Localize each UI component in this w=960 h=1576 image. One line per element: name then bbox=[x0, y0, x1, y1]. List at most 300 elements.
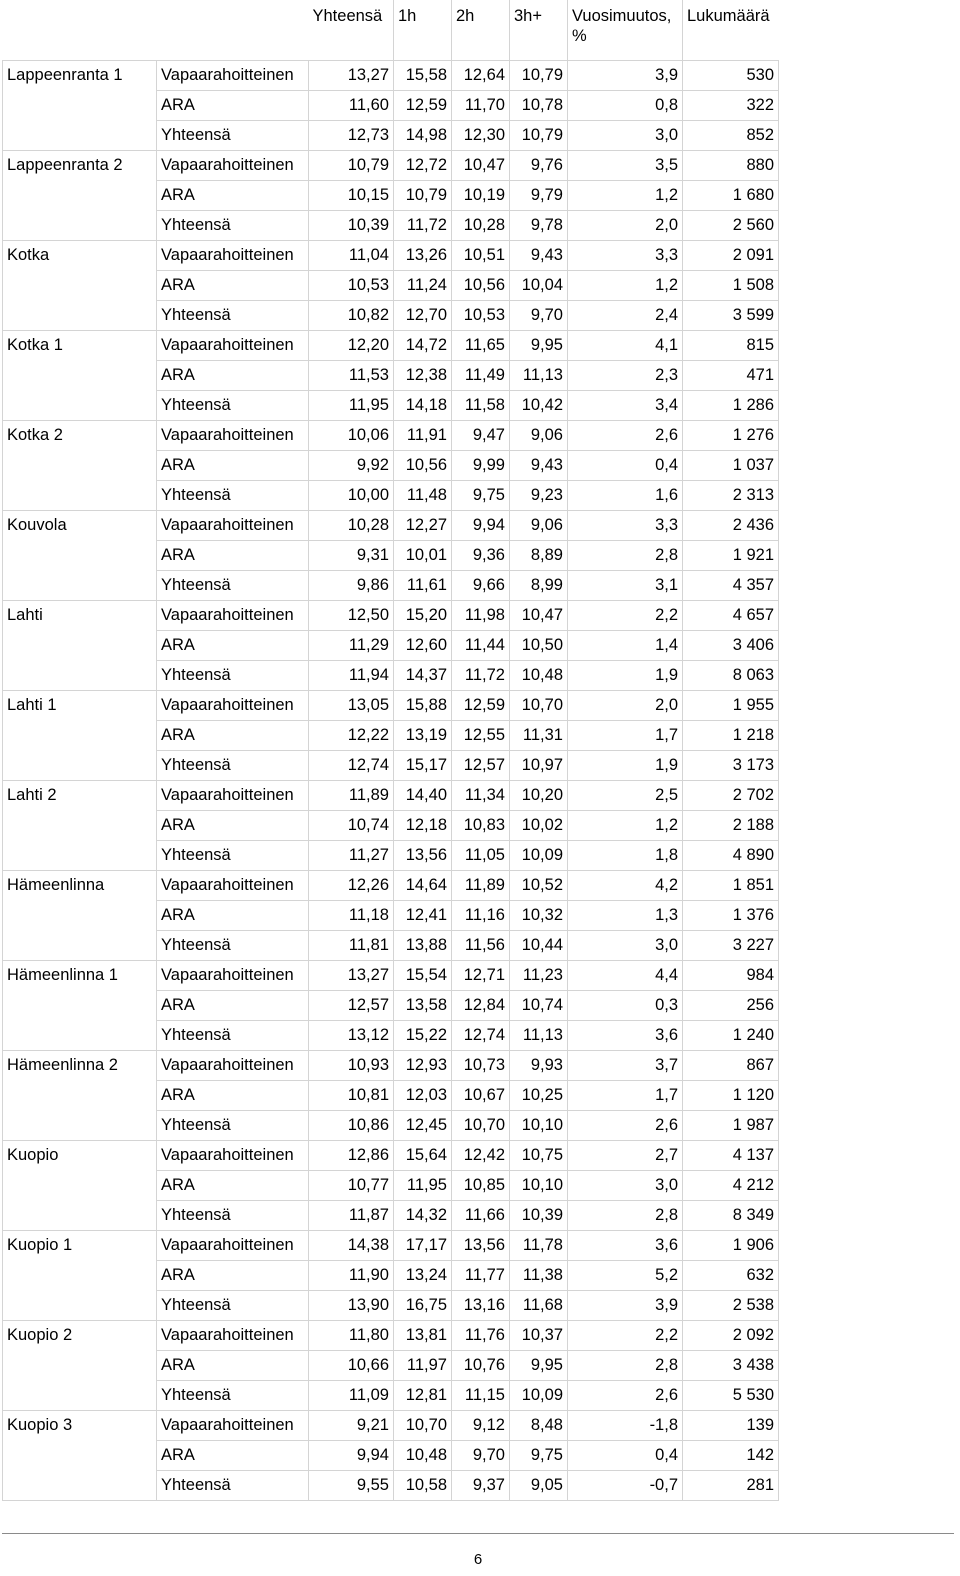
total-cell: 10,15 bbox=[309, 181, 394, 211]
3h-plus-cell: 10,97 bbox=[510, 751, 568, 781]
type-cell: Vapaarahoitteinen bbox=[157, 421, 309, 451]
3h-plus-cell: 10,52 bbox=[510, 871, 568, 901]
table-body bbox=[3, 61, 779, 1501]
annual-change-cell: 2,4 bbox=[568, 301, 683, 331]
total-cell: 11,60 bbox=[309, 91, 394, 121]
3h-plus-cell: 10,79 bbox=[510, 61, 568, 91]
count-cell: 4 357 bbox=[683, 571, 779, 601]
total-cell: 10,81 bbox=[309, 1081, 394, 1111]
count-cell: 8 349 bbox=[683, 1201, 779, 1231]
3h-plus-cell: 11,31 bbox=[510, 721, 568, 751]
count-cell: 4 212 bbox=[683, 1171, 779, 1201]
city-cell bbox=[3, 211, 157, 241]
1h-cell: 13,26 bbox=[394, 241, 452, 271]
3h-plus-cell: 9,75 bbox=[510, 1441, 568, 1471]
count-cell: 142 bbox=[683, 1441, 779, 1471]
1h-cell: 14,64 bbox=[394, 871, 452, 901]
count-cell: 3 173 bbox=[683, 751, 779, 781]
3h-plus-cell: 11,38 bbox=[510, 1261, 568, 1291]
type-cell: Yhteensä bbox=[157, 1201, 309, 1231]
annual-change-cell: -1,8 bbox=[568, 1411, 683, 1441]
annual-change-cell: 2,2 bbox=[568, 1321, 683, 1351]
type-cell: Vapaarahoitteinen bbox=[157, 1051, 309, 1081]
table-row bbox=[3, 571, 779, 601]
3h-plus-cell: 11,13 bbox=[510, 361, 568, 391]
table-row bbox=[3, 1201, 779, 1231]
3h-plus-cell: 10,78 bbox=[510, 91, 568, 121]
annual-change-cell: 2,0 bbox=[568, 211, 683, 241]
2h-cell: 10,47 bbox=[452, 151, 510, 181]
type-cell: Vapaarahoitteinen bbox=[157, 331, 309, 361]
annual-change-cell: -0,7 bbox=[568, 1471, 683, 1501]
annual-change-cell: 3,0 bbox=[568, 121, 683, 151]
city-cell bbox=[3, 811, 157, 841]
type-cell: ARA bbox=[157, 91, 309, 121]
total-cell: 10,53 bbox=[309, 271, 394, 301]
total-cell: 10,28 bbox=[309, 511, 394, 541]
count-cell: 3 227 bbox=[683, 931, 779, 961]
table-row bbox=[3, 91, 779, 121]
city-cell bbox=[3, 181, 157, 211]
total-cell: 11,53 bbox=[309, 361, 394, 391]
1h-cell: 10,56 bbox=[394, 451, 452, 481]
count-cell: 2 702 bbox=[683, 781, 779, 811]
2h-cell: 9,66 bbox=[452, 571, 510, 601]
2h-cell: 11,58 bbox=[452, 391, 510, 421]
type-cell: Yhteensä bbox=[157, 121, 309, 151]
total-cell: 11,80 bbox=[309, 1321, 394, 1351]
3h-plus-cell: 10,44 bbox=[510, 931, 568, 961]
1h-cell: 11,48 bbox=[394, 481, 452, 511]
count-cell: 1 508 bbox=[683, 271, 779, 301]
city-cell bbox=[3, 1201, 157, 1231]
table-row bbox=[3, 841, 779, 871]
type-cell: ARA bbox=[157, 1171, 309, 1201]
3h-plus-cell: 10,74 bbox=[510, 991, 568, 1021]
count-cell: 1 120 bbox=[683, 1081, 779, 1111]
total-cell: 12,20 bbox=[309, 331, 394, 361]
type-cell: ARA bbox=[157, 901, 309, 931]
city-cell bbox=[3, 1351, 157, 1381]
table-row bbox=[3, 1141, 779, 1171]
table-row bbox=[3, 1111, 779, 1141]
2h-cell: 10,85 bbox=[452, 1171, 510, 1201]
city-cell bbox=[3, 361, 157, 391]
annual-change-cell: 0,4 bbox=[568, 451, 683, 481]
1h-cell: 10,01 bbox=[394, 541, 452, 571]
city-cell bbox=[3, 841, 157, 871]
2h-cell: 10,53 bbox=[452, 301, 510, 331]
total-cell: 9,55 bbox=[309, 1471, 394, 1501]
1h-cell: 13,81 bbox=[394, 1321, 452, 1351]
2h-cell: 11,76 bbox=[452, 1321, 510, 1351]
3h-plus-cell: 9,43 bbox=[510, 451, 568, 481]
annual-change-cell: 3,3 bbox=[568, 511, 683, 541]
count-cell: 1 921 bbox=[683, 541, 779, 571]
city-cell bbox=[3, 91, 157, 121]
table-row bbox=[3, 451, 779, 481]
count-cell: 8 063 bbox=[683, 661, 779, 691]
3h-plus-cell: 10,79 bbox=[510, 121, 568, 151]
type-cell: ARA bbox=[157, 631, 309, 661]
count-cell: 2 436 bbox=[683, 511, 779, 541]
total-cell: 12,57 bbox=[309, 991, 394, 1021]
type-cell: Yhteensä bbox=[157, 931, 309, 961]
type-cell: ARA bbox=[157, 541, 309, 571]
city-cell bbox=[3, 301, 157, 331]
table-row bbox=[3, 181, 779, 211]
1h-cell: 12,38 bbox=[394, 361, 452, 391]
type-cell: Yhteensä bbox=[157, 841, 309, 871]
type-cell: Yhteensä bbox=[157, 1021, 309, 1051]
2h-cell: 10,73 bbox=[452, 1051, 510, 1081]
count-cell: 1 987 bbox=[683, 1111, 779, 1141]
total-cell: 13,12 bbox=[309, 1021, 394, 1051]
3h-plus-cell: 10,32 bbox=[510, 901, 568, 931]
1h-cell: 11,61 bbox=[394, 571, 452, 601]
table-row bbox=[3, 391, 779, 421]
table-row bbox=[3, 541, 779, 571]
3h-plus-cell: 9,06 bbox=[510, 421, 568, 451]
2h-cell: 9,99 bbox=[452, 451, 510, 481]
city-cell: Lahti bbox=[3, 601, 157, 631]
table-row bbox=[3, 1471, 779, 1501]
total-cell: 13,27 bbox=[309, 61, 394, 91]
2h-cell: 9,12 bbox=[452, 1411, 510, 1441]
3h-plus-cell: 10,02 bbox=[510, 811, 568, 841]
table-row bbox=[3, 1021, 779, 1051]
1h-cell: 12,70 bbox=[394, 301, 452, 331]
annual-change-cell: 1,8 bbox=[568, 841, 683, 871]
total-cell: 9,86 bbox=[309, 571, 394, 601]
total-cell: 10,39 bbox=[309, 211, 394, 241]
1h-cell: 10,79 bbox=[394, 181, 452, 211]
city-cell bbox=[3, 661, 157, 691]
3h-plus-cell: 10,37 bbox=[510, 1321, 568, 1351]
city-cell bbox=[3, 1021, 157, 1051]
1h-cell: 13,88 bbox=[394, 931, 452, 961]
total-cell: 13,27 bbox=[309, 961, 394, 991]
1h-cell: 12,93 bbox=[394, 1051, 452, 1081]
annual-change-cell: 3,5 bbox=[568, 151, 683, 181]
1h-cell: 14,40 bbox=[394, 781, 452, 811]
total-cell: 13,90 bbox=[309, 1291, 394, 1321]
table-row bbox=[3, 691, 779, 721]
count-cell: 1 240 bbox=[683, 1021, 779, 1051]
count-cell: 984 bbox=[683, 961, 779, 991]
table-row bbox=[3, 361, 779, 391]
count-cell: 1 955 bbox=[683, 691, 779, 721]
annual-change-cell: 2,6 bbox=[568, 421, 683, 451]
3h-plus-cell: 9,95 bbox=[510, 1351, 568, 1381]
3h-plus-cell: 9,95 bbox=[510, 331, 568, 361]
type-cell: Vapaarahoitteinen bbox=[157, 961, 309, 991]
type-cell: Vapaarahoitteinen bbox=[157, 781, 309, 811]
city-cell: Hämeenlinna 1 bbox=[3, 961, 157, 991]
table-row bbox=[3, 331, 779, 361]
1h-cell: 12,18 bbox=[394, 811, 452, 841]
annual-change-cell: 3,7 bbox=[568, 1051, 683, 1081]
city-cell bbox=[3, 751, 157, 781]
total-cell: 11,87 bbox=[309, 1201, 394, 1231]
count-cell: 2 092 bbox=[683, 1321, 779, 1351]
2h-cell: 11,72 bbox=[452, 661, 510, 691]
annual-change-cell: 0,3 bbox=[568, 991, 683, 1021]
count-cell: 1 037 bbox=[683, 451, 779, 481]
table-row bbox=[3, 901, 779, 931]
1h-cell: 11,91 bbox=[394, 421, 452, 451]
2h-cell: 11,05 bbox=[452, 841, 510, 871]
count-cell: 530 bbox=[683, 61, 779, 91]
2h-cell: 12,71 bbox=[452, 961, 510, 991]
3h-plus-cell: 11,13 bbox=[510, 1021, 568, 1051]
2h-cell: 12,84 bbox=[452, 991, 510, 1021]
total-cell: 11,81 bbox=[309, 931, 394, 961]
annual-change-cell: 1,9 bbox=[568, 661, 683, 691]
table-row bbox=[3, 421, 779, 451]
table-row bbox=[3, 871, 779, 901]
1h-cell: 10,48 bbox=[394, 1441, 452, 1471]
1h-cell: 15,64 bbox=[394, 1141, 452, 1171]
type-cell: Vapaarahoitteinen bbox=[157, 1411, 309, 1441]
city-cell: Kotka 1 bbox=[3, 331, 157, 361]
2h-cell: 9,94 bbox=[452, 511, 510, 541]
annual-change-cell: 1,6 bbox=[568, 481, 683, 511]
2h-cell: 11,34 bbox=[452, 781, 510, 811]
header-annual-change: Vuosimuutos, % bbox=[568, 0, 683, 61]
total-cell: 14,38 bbox=[309, 1231, 394, 1261]
count-cell: 1 906 bbox=[683, 1231, 779, 1261]
2h-cell: 11,44 bbox=[452, 631, 510, 661]
table-row bbox=[3, 1321, 779, 1351]
annual-change-cell: 2,8 bbox=[568, 1201, 683, 1231]
type-cell: Vapaarahoitteinen bbox=[157, 241, 309, 271]
table-row bbox=[3, 301, 779, 331]
total-cell: 12,74 bbox=[309, 751, 394, 781]
annual-change-cell: 1,3 bbox=[568, 901, 683, 931]
3h-plus-cell: 10,70 bbox=[510, 691, 568, 721]
type-cell: Vapaarahoitteinen bbox=[157, 511, 309, 541]
city-cell bbox=[3, 901, 157, 931]
1h-cell: 12,41 bbox=[394, 901, 452, 931]
city-cell: Kouvola bbox=[3, 511, 157, 541]
table-row bbox=[3, 271, 779, 301]
2h-cell: 11,66 bbox=[452, 1201, 510, 1231]
type-cell: Vapaarahoitteinen bbox=[157, 871, 309, 901]
total-cell: 13,05 bbox=[309, 691, 394, 721]
count-cell: 2 313 bbox=[683, 481, 779, 511]
1h-cell: 13,24 bbox=[394, 1261, 452, 1291]
1h-cell: 12,59 bbox=[394, 91, 452, 121]
city-cell bbox=[3, 1291, 157, 1321]
annual-change-cell: 2,6 bbox=[568, 1111, 683, 1141]
total-cell: 10,74 bbox=[309, 811, 394, 841]
annual-change-cell: 3,6 bbox=[568, 1231, 683, 1261]
table-row bbox=[3, 1171, 779, 1201]
3h-plus-cell: 9,93 bbox=[510, 1051, 568, 1081]
annual-change-cell: 1,7 bbox=[568, 1081, 683, 1111]
2h-cell: 12,55 bbox=[452, 721, 510, 751]
total-cell: 12,86 bbox=[309, 1141, 394, 1171]
type-cell: Yhteensä bbox=[157, 1291, 309, 1321]
city-cell bbox=[3, 571, 157, 601]
count-cell: 281 bbox=[683, 1471, 779, 1501]
annual-change-cell: 0,4 bbox=[568, 1441, 683, 1471]
city-cell: Kuopio 3 bbox=[3, 1411, 157, 1441]
count-cell: 3 599 bbox=[683, 301, 779, 331]
city-cell bbox=[3, 1081, 157, 1111]
city-cell: Kuopio 2 bbox=[3, 1321, 157, 1351]
2h-cell: 12,42 bbox=[452, 1141, 510, 1171]
3h-plus-cell: 9,23 bbox=[510, 481, 568, 511]
city-cell: Kuopio bbox=[3, 1141, 157, 1171]
1h-cell: 10,70 bbox=[394, 1411, 452, 1441]
city-cell bbox=[3, 1441, 157, 1471]
annual-change-cell: 2,5 bbox=[568, 781, 683, 811]
count-cell: 2 188 bbox=[683, 811, 779, 841]
1h-cell: 14,18 bbox=[394, 391, 452, 421]
type-cell: ARA bbox=[157, 721, 309, 751]
3h-plus-cell: 11,78 bbox=[510, 1231, 568, 1261]
city-cell bbox=[3, 1471, 157, 1501]
3h-plus-cell: 10,47 bbox=[510, 601, 568, 631]
3h-plus-cell: 10,42 bbox=[510, 391, 568, 421]
3h-plus-cell: 10,75 bbox=[510, 1141, 568, 1171]
annual-change-cell: 0,8 bbox=[568, 91, 683, 121]
city-cell bbox=[3, 451, 157, 481]
2h-cell: 10,51 bbox=[452, 241, 510, 271]
header-type bbox=[157, 0, 309, 61]
total-cell: 9,21 bbox=[309, 1411, 394, 1441]
1h-cell: 12,72 bbox=[394, 151, 452, 181]
type-cell: Yhteensä bbox=[157, 211, 309, 241]
total-cell: 11,27 bbox=[309, 841, 394, 871]
2h-cell: 11,77 bbox=[452, 1261, 510, 1291]
type-cell: Vapaarahoitteinen bbox=[157, 1321, 309, 1351]
type-cell: ARA bbox=[157, 1351, 309, 1381]
3h-plus-cell: 9,78 bbox=[510, 211, 568, 241]
total-cell: 10,82 bbox=[309, 301, 394, 331]
1h-cell: 15,17 bbox=[394, 751, 452, 781]
city-cell bbox=[3, 631, 157, 661]
table-row bbox=[3, 751, 779, 781]
2h-cell: 10,28 bbox=[452, 211, 510, 241]
count-cell: 3 438 bbox=[683, 1351, 779, 1381]
total-cell: 11,29 bbox=[309, 631, 394, 661]
1h-cell: 11,72 bbox=[394, 211, 452, 241]
total-cell: 11,90 bbox=[309, 1261, 394, 1291]
3h-plus-cell: 9,79 bbox=[510, 181, 568, 211]
1h-cell: 13,19 bbox=[394, 721, 452, 751]
3h-plus-cell: 8,99 bbox=[510, 571, 568, 601]
3h-plus-cell: 10,09 bbox=[510, 841, 568, 871]
city-cell bbox=[3, 1261, 157, 1291]
type-cell: Yhteensä bbox=[157, 301, 309, 331]
count-cell: 852 bbox=[683, 121, 779, 151]
table-row bbox=[3, 481, 779, 511]
city-cell: Lappeenranta 2 bbox=[3, 151, 157, 181]
city-cell bbox=[3, 931, 157, 961]
annual-change-cell: 3,3 bbox=[568, 241, 683, 271]
2h-cell: 12,30 bbox=[452, 121, 510, 151]
total-cell: 11,09 bbox=[309, 1381, 394, 1411]
header-2h: 2h bbox=[452, 0, 510, 61]
annual-change-cell: 3,0 bbox=[568, 931, 683, 961]
type-cell: Vapaarahoitteinen bbox=[157, 601, 309, 631]
type-cell: Yhteensä bbox=[157, 751, 309, 781]
count-cell: 471 bbox=[683, 361, 779, 391]
2h-cell: 12,59 bbox=[452, 691, 510, 721]
type-cell: ARA bbox=[157, 451, 309, 481]
2h-cell: 10,19 bbox=[452, 181, 510, 211]
city-cell bbox=[3, 1381, 157, 1411]
2h-cell: 13,56 bbox=[452, 1231, 510, 1261]
annual-change-cell: 3,0 bbox=[568, 1171, 683, 1201]
city-cell bbox=[3, 481, 157, 511]
total-cell: 9,31 bbox=[309, 541, 394, 571]
1h-cell: 10,58 bbox=[394, 1471, 452, 1501]
3h-plus-cell: 11,23 bbox=[510, 961, 568, 991]
2h-cell: 13,16 bbox=[452, 1291, 510, 1321]
2h-cell: 11,56 bbox=[452, 931, 510, 961]
type-cell: Yhteensä bbox=[157, 1381, 309, 1411]
2h-cell: 11,15 bbox=[452, 1381, 510, 1411]
3h-plus-cell: 10,04 bbox=[510, 271, 568, 301]
annual-change-cell: 3,4 bbox=[568, 391, 683, 421]
annual-change-cell: 1,9 bbox=[568, 751, 683, 781]
table-row bbox=[3, 241, 779, 271]
header-city bbox=[3, 0, 157, 61]
1h-cell: 11,97 bbox=[394, 1351, 452, 1381]
annual-change-cell: 5,2 bbox=[568, 1261, 683, 1291]
type-cell: Yhteensä bbox=[157, 1471, 309, 1501]
city-cell: Hämeenlinna 2 bbox=[3, 1051, 157, 1081]
type-cell: Yhteensä bbox=[157, 571, 309, 601]
type-cell: ARA bbox=[157, 1081, 309, 1111]
count-cell: 2 091 bbox=[683, 241, 779, 271]
2h-cell: 9,70 bbox=[452, 1441, 510, 1471]
3h-plus-cell: 10,10 bbox=[510, 1171, 568, 1201]
annual-change-cell: 3,1 bbox=[568, 571, 683, 601]
annual-change-cell: 2,8 bbox=[568, 1351, 683, 1381]
1h-cell: 11,95 bbox=[394, 1171, 452, 1201]
1h-cell: 15,54 bbox=[394, 961, 452, 991]
count-cell: 1 851 bbox=[683, 871, 779, 901]
count-cell: 322 bbox=[683, 91, 779, 121]
city-cell bbox=[3, 121, 157, 151]
3h-plus-cell: 8,48 bbox=[510, 1411, 568, 1441]
table-row bbox=[3, 1081, 779, 1111]
3h-plus-cell: 9,05 bbox=[510, 1471, 568, 1501]
annual-change-cell: 1,4 bbox=[568, 631, 683, 661]
type-cell: ARA bbox=[157, 1441, 309, 1471]
type-cell: Vapaarahoitteinen bbox=[157, 151, 309, 181]
2h-cell: 12,74 bbox=[452, 1021, 510, 1051]
table-row bbox=[3, 931, 779, 961]
1h-cell: 12,27 bbox=[394, 511, 452, 541]
1h-cell: 12,03 bbox=[394, 1081, 452, 1111]
count-cell: 4 137 bbox=[683, 1141, 779, 1171]
type-cell: Vapaarahoitteinen bbox=[157, 1231, 309, 1261]
3h-plus-cell: 11,68 bbox=[510, 1291, 568, 1321]
total-cell: 12,22 bbox=[309, 721, 394, 751]
table-row bbox=[3, 1261, 779, 1291]
annual-change-cell: 2,8 bbox=[568, 541, 683, 571]
type-cell: ARA bbox=[157, 991, 309, 1021]
annual-change-cell: 3,9 bbox=[568, 1291, 683, 1321]
2h-cell: 11,89 bbox=[452, 871, 510, 901]
annual-change-cell: 4,1 bbox=[568, 331, 683, 361]
